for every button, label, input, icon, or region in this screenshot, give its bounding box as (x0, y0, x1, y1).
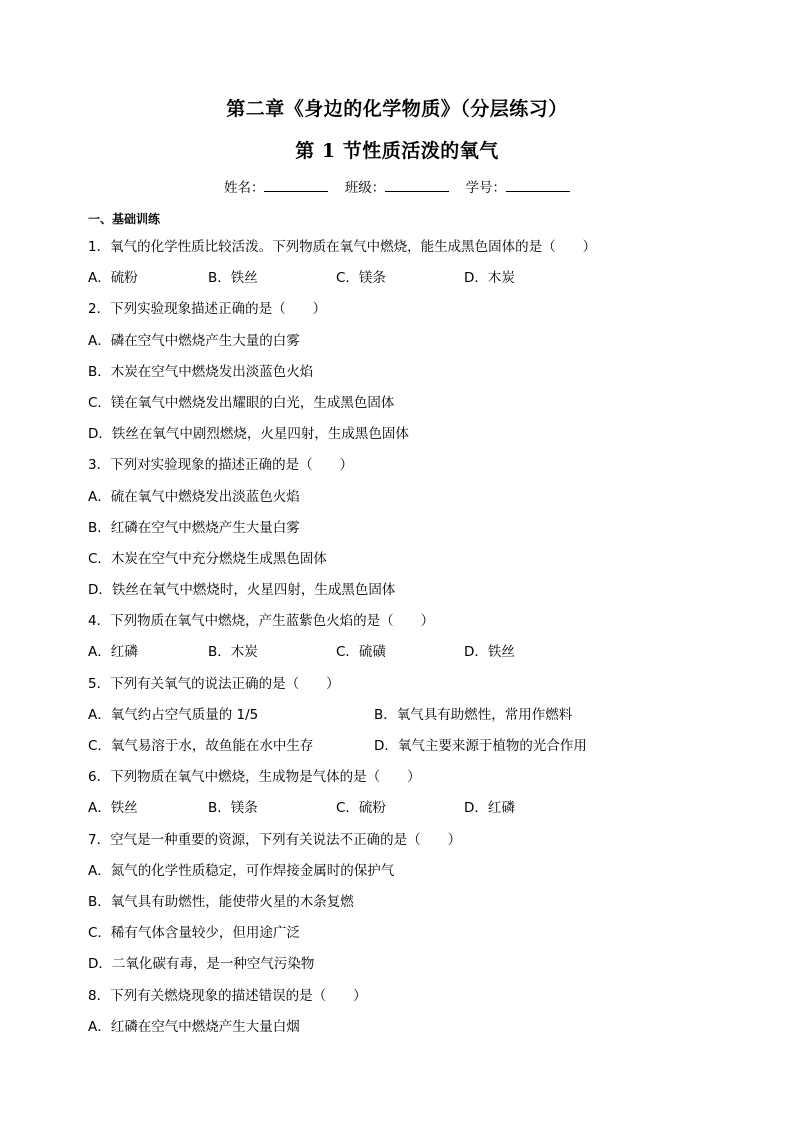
question-stem: 7．空气是一种重要的资源，下列有关说法不正确的是（ ） (88, 831, 462, 848)
option: A．硫在氧气中燃烧发出淡蓝色火焰 (88, 488, 300, 505)
name-blank (264, 179, 328, 192)
question-list (88, 236, 708, 1047)
option-row (88, 267, 708, 298)
option: B．红磷在空气中燃烧产生大量白雾 (88, 519, 300, 536)
id-field (466, 180, 571, 196)
section-heading: 一、基础训练 (88, 212, 161, 226)
option: C．硫磺 (336, 644, 386, 661)
option: A．氮气的化学性质稳定，可作焊接金属时的保护气 (88, 862, 395, 879)
option: B．氧气具有助燃性，能使带火星的木条复燃 (88, 893, 354, 910)
option-row (88, 797, 708, 828)
question-stem: 4．下列物质在氧气中燃烧，产生蓝紫色火焰的是（ ） (88, 613, 435, 630)
id-label: 学号： (465, 180, 507, 196)
question-stem: 5．下列有关氧气的说法正确的是（ ） (88, 675, 340, 692)
option: D．氧气主要来源于植物的光合作用 (374, 738, 587, 754)
option: C．稀有气体含量较少，但用途广泛 (88, 925, 300, 942)
option: C．镁条 (336, 270, 386, 287)
option: C．木炭在空气中充分燃烧生成黑色固体 (88, 550, 327, 567)
option-row (88, 704, 708, 735)
option: D．二氧化碳有毒，是一种空气污染物 (88, 956, 315, 973)
option-row (88, 641, 708, 672)
student-info-line (0, 176, 794, 196)
option: D．红磷 (464, 800, 515, 817)
option: A．氧气约占空气质量的 1/5 (88, 706, 259, 723)
question-stem: 8．下列有关燃烧现象的描述错误的是（ ） (88, 987, 367, 1004)
option: B．木炭在空气中燃烧发出淡蓝色火焰 (88, 363, 314, 380)
option: D．木炭 (464, 270, 515, 287)
question-stem: 3．下列对实验现象的描述正确的是（ ） (88, 457, 354, 474)
page-subtitle: 第 1 节性质活泼的氧气 (295, 140, 499, 162)
option: D．铁丝在氧气中剧烈燃烧，火星四射，生成黑色固体 (88, 426, 409, 443)
option-row (88, 735, 708, 766)
option: C．硫粉 (336, 800, 386, 817)
question-stem: 2．下列实验现象描述正确的是（ ） (88, 301, 327, 318)
option: C．氧气易溶于水，故鱼能在水中生存 (88, 738, 314, 754)
page-title: 第二章《身边的化学物质》（分层练习） (226, 98, 568, 120)
id-blank (506, 179, 570, 192)
option: B．氧气具有助燃性，常用作燃料 (374, 706, 573, 723)
option: A．铁丝 (88, 800, 138, 817)
question-stem: 1．氧气的化学性质比较活泼。下列物质在氧气中燃烧，能生成黑色固体的是（ ） (88, 239, 597, 255)
option: A．磷在空气中燃烧产生大量的白雾 (88, 332, 300, 349)
option: B．木炭 (208, 644, 258, 661)
class-field (345, 180, 454, 196)
name-label: 姓名： (223, 180, 265, 196)
option: B．镁条 (208, 800, 258, 817)
class-label: 班级： (344, 180, 386, 196)
option: C．镁在氧气中燃烧发出耀眼的白光，生成黑色固体 (88, 394, 395, 411)
class-blank (385, 179, 449, 192)
option: A．硫粉 (88, 270, 138, 287)
option: B．铁丝 (208, 270, 258, 287)
option: D．铁丝 (464, 644, 515, 661)
option: D．铁丝在氧气中燃烧时，火星四射，生成黑色固体 (88, 582, 396, 599)
option: A．红磷 (88, 644, 138, 661)
name-field (224, 180, 333, 196)
option: A．红磷在空气中燃烧产生大量白烟 (88, 1018, 300, 1035)
question-stem: 6．下列物质在氧气中燃烧，生成物是气体的是（ ） (88, 769, 421, 786)
